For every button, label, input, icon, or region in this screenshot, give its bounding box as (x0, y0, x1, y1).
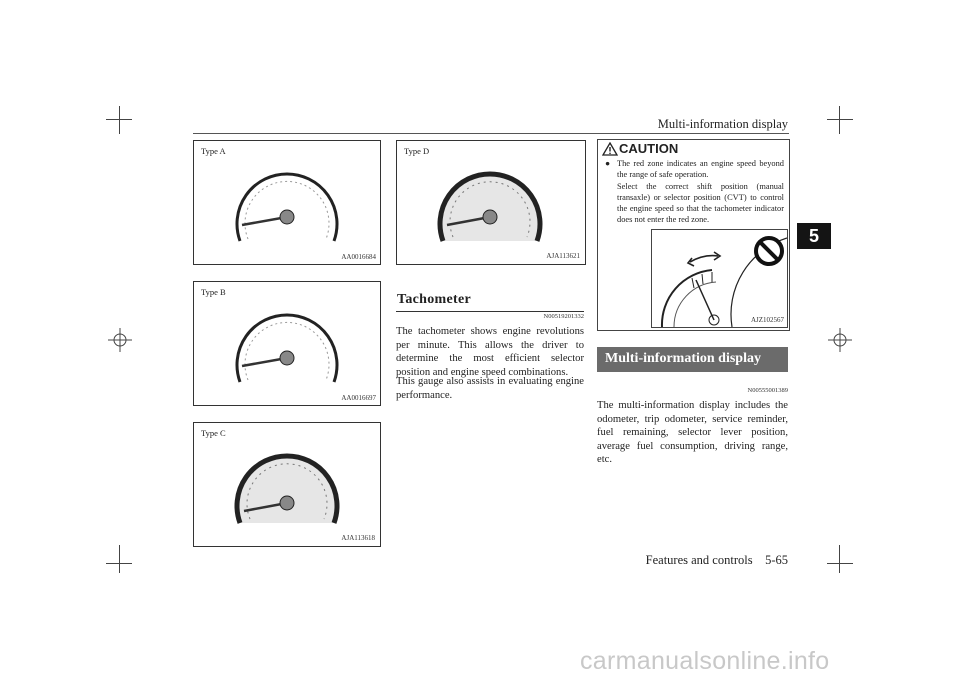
caution-figure (651, 229, 788, 328)
crop-mark-tl-h (106, 119, 132, 120)
caution-bullet-text: The red zone indicates an engine speed beyond the range of safe operation. (617, 159, 784, 179)
figure-type-a (193, 140, 381, 265)
chapter-tab: 5 (797, 223, 831, 249)
figure-code: AJZ102567 (750, 316, 784, 324)
header-rule (193, 133, 789, 134)
prohibition-sign-icon (753, 235, 785, 267)
watermark: carmanualsonline.info (580, 647, 830, 675)
crop-mark-bl-v (119, 545, 120, 573)
figure-code: AA0016684 (341, 253, 376, 261)
figure-label: Type D (404, 146, 430, 156)
caution-bullet-dot: ● (605, 159, 611, 168)
tachometer-paragraph-1: The tachometer shows engine revolutions per minute. This allows the driver to determine the most efficient selector position and engine speed combinations. (396, 326, 584, 378)
page-header-title: Multi-information display (657, 117, 788, 131)
tachometer-gauge-image (232, 300, 342, 400)
crop-mark-tl-v (119, 106, 120, 134)
tachometer-paragraph-2: This gauge also assists in evaluating engine performance. (396, 376, 584, 401)
crop-mark-br-v (839, 545, 840, 573)
registration-mark-right (828, 328, 852, 352)
crop-mark-tr-h (827, 119, 853, 120)
figure-type-d (396, 140, 586, 265)
figure-code: AJA113621 (546, 252, 580, 260)
caution-title: CAUTION (619, 141, 679, 156)
figure-label: Type B (201, 287, 226, 297)
figure-label: Type C (201, 428, 226, 438)
figure-type-c (193, 422, 381, 547)
tachometer-heading (396, 289, 584, 312)
crop-mark-tr-v (839, 106, 840, 134)
tachometer-gauge-image (232, 441, 342, 541)
footer-section: Features and controls (645, 553, 753, 567)
footer-page-number: 5-65 (765, 553, 788, 567)
multi-info-ref-number: N00555001389 (747, 387, 788, 394)
figure-code: AA0016697 (341, 394, 376, 402)
page-footer (560, 553, 788, 568)
warning-triangle-icon (602, 142, 618, 156)
figure-type-b (193, 281, 381, 406)
multi-info-paragraph: The multi-information display includes the odometer, trip odometer, service reminder, fuel remaining, selector lever position, average fuel consumption, driving range, etc. (597, 400, 788, 466)
multi-info-heading-bar (597, 347, 788, 372)
tachometer-ref-number: N00519201332 (543, 313, 584, 320)
figure-code: AJA113618 (341, 534, 375, 542)
figure-label: Type A (201, 146, 226, 156)
crop-mark-br-h (827, 563, 853, 564)
tachometer-gauge-image (435, 159, 545, 259)
multi-info-heading: Multi-information display (605, 351, 761, 366)
registration-mark-left (108, 328, 132, 352)
caution-detail-text: Select the correct shift position (manual transaxle) or selector position (CVT) to control the engine speed so that the tachometer indicator does not enter the red zone. (617, 182, 784, 224)
crop-mark-bl-h (106, 563, 132, 564)
tachometer-gauge-image (232, 159, 342, 259)
tachometer-heading-text: Tachometer (397, 292, 472, 307)
